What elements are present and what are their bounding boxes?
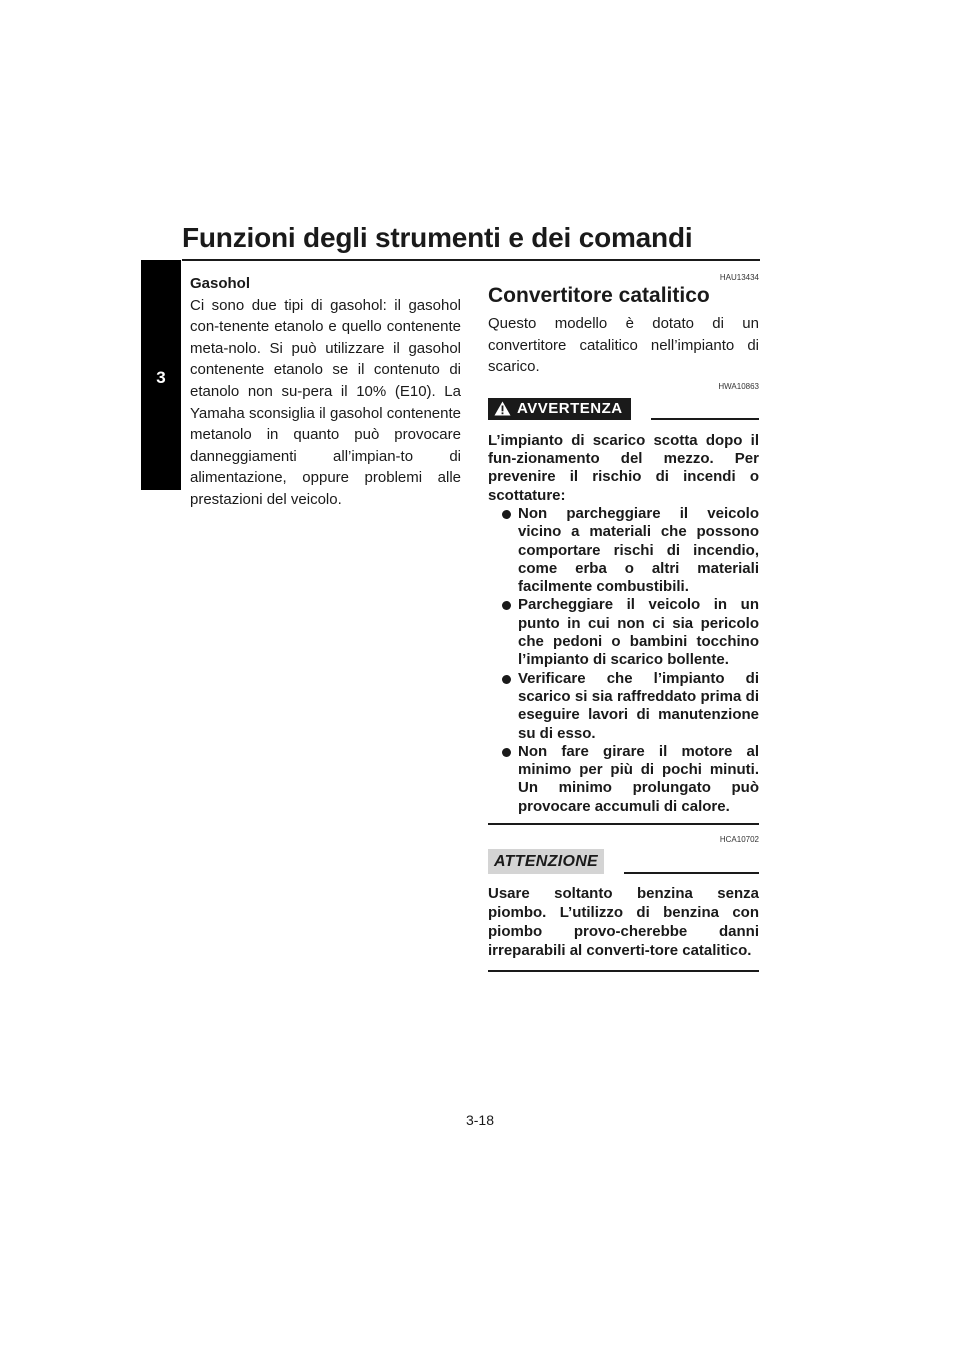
list-item <box>488 670 759 743</box>
bullet-text: Parcheggiare il veicolo in un punto in cui non ci sia pericolo che pedoni o bambini tocchino l’impianto di scarico bollente. <box>518 596 759 669</box>
list-item <box>488 596 759 669</box>
chapter-tab <box>141 260 181 490</box>
caution-header <box>488 849 759 874</box>
bullet-icon <box>502 748 511 757</box>
warning-label: AVVERTENZA <box>517 400 623 418</box>
caution-badge <box>488 849 604 874</box>
warning-code: HWA10863 <box>718 381 759 391</box>
warning-body <box>488 432 759 816</box>
bullet-text: Non parcheggiare il veicolo vicino a materiali che possono comportare rischi di incendio, come erba o altri materiali facilmente combustibili. <box>518 504 759 596</box>
warning-header <box>488 398 759 420</box>
warning-badge <box>488 398 631 420</box>
caution-label: ATTENZIONE <box>494 853 599 871</box>
page-number: 3-18 <box>465 1112 495 1128</box>
bullet-icon <box>502 510 511 519</box>
caution-text: Usare soltanto benzina senza piombo. L’utilizzo di benzina con piombo provo-cherebbe danni irreparabili al converti-tore catalitico. <box>488 885 759 960</box>
caution-code: HCA10702 <box>719 835 759 845</box>
warning-bullet-list <box>488 505 759 816</box>
section-title: Convertitore catalitico <box>488 284 710 307</box>
bullet-text: Non fare girare il motore al minimo per più di pochi minuti. Un minimo prolungato può provocare accumuli di calore. <box>518 742 759 815</box>
list-item <box>488 505 759 596</box>
section-code: HAU13434 <box>719 273 759 282</box>
caution-end-rule <box>488 970 759 972</box>
bullet-icon <box>502 601 511 610</box>
gasohol-heading: Gasohol <box>190 275 251 292</box>
title-rule <box>182 259 760 261</box>
list-item <box>488 743 759 816</box>
caution-header-rule <box>624 872 759 874</box>
chapter-number: 3 <box>156 368 166 387</box>
warning-header-rule <box>651 418 759 420</box>
page-title: Funzioni degli strumenti e dei comandi <box>182 222 693 253</box>
warning-end-rule <box>488 823 759 825</box>
warning-text: L’impianto di scarico scotta dopo il fun-zionamento del mezzo. Per prevenire il rischio di incendi o scottature: <box>488 431 759 504</box>
section-intro: Questo modello è dotato di un convertitore catalitico nell’impianto di scarico. <box>488 315 759 376</box>
gasohol-paragraph: Ci sono due tipi di gasohol: il gasohol con-tenente etanolo e quello contenente meta-nolo. Si può utilizzare il gasohol contenente etanolo se il contenuto di etanolo non su-pera il 10% (E10). La Yamaha sconsiglia il gasohol contenente metanolo in quanto può provocare danneggiamenti all’impian-to di alimentazione, oppure problemi alle prestazioni del veicolo. <box>190 296 461 508</box>
left-column <box>190 273 461 511</box>
warning-triangle-icon <box>494 401 511 416</box>
bullet-text: Verificare che l’impianto di scarico si sia raffreddato prima di eseguire lavori di manutenzione su di esso. <box>518 669 759 742</box>
right-column <box>488 273 759 972</box>
bullet-icon <box>502 675 511 684</box>
